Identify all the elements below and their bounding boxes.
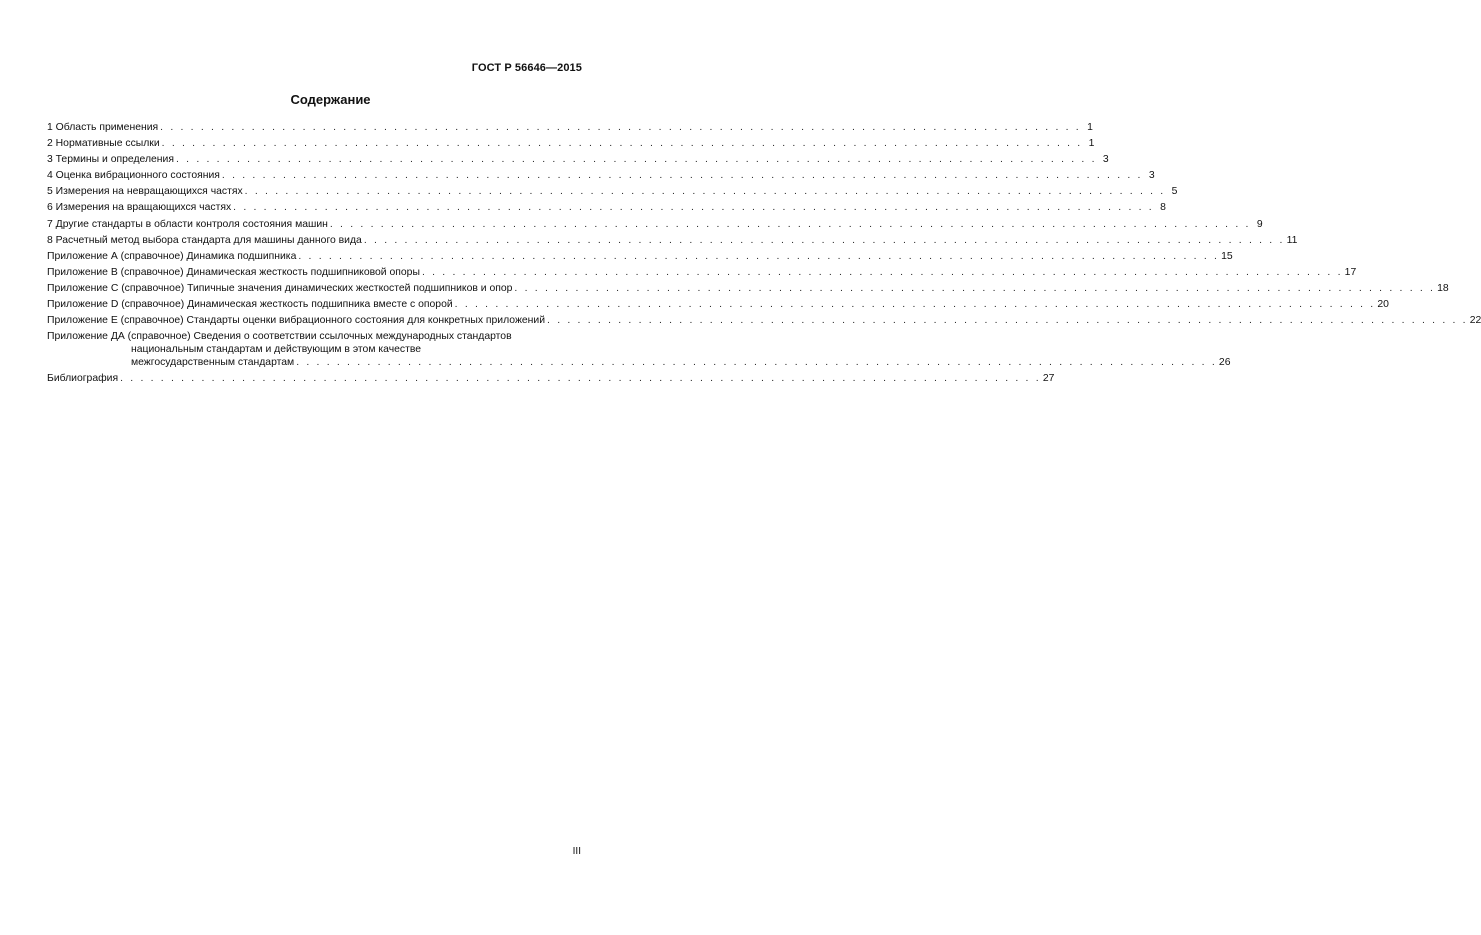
toc-entry-page: 3 <box>1102 154 1109 166</box>
dot-leader: . . . . . . . . . . . . . . . . . . . . . . . . . . . . . . . . . . . . . . . . . . . . . . . . . . . . . . . . . . . . . . . . . . . . . . . . . . . . . . . . . . . . . . . . . . . <box>454 299 1376 311</box>
toc-entry-label: 5 Измерения на невращающихся частях <box>47 186 243 198</box>
dot-leader: . . . . . . . . . . . . . . . . . . . . . . . . . . . . . . . . . . . . . . . . . . . . . . . . . . . . . . . . . . . . . . . . . . . . . . . . . . . . . . . . . . . . . . . . . . . <box>329 218 1251 230</box>
toc-entry-label: Приложение Е (справочное) Стандарты оценки вибрационного состояния для конкретных приложений <box>47 315 546 327</box>
dot-leader: . . . . . . . . . . . . . . . . . . . . . . . . . . . . . . . . . . . . . . . . . . . . . . . . . . . . . . . . . . . . . . . . . . . . . . . . . . . . . . . . . . . . . . . . . . . <box>298 250 1220 262</box>
toc-entry-page: 9 <box>1256 218 1263 230</box>
standard-code: ГОСТ Р 56646—2015 <box>471 62 582 74</box>
toc-entry[interactable] <box>47 121 1093 134</box>
toc-entry-label: 4 Оценка вибрационного состояния <box>47 170 220 182</box>
toc-entry-label: Приложение А (справочное) Динамика подшипника <box>47 250 297 262</box>
toc-entry[interactable] <box>47 250 1233 263</box>
toc-entry-page: 20 <box>1377 299 1389 311</box>
toc-entry-label: межгосударственным стандартам <box>131 357 295 369</box>
dot-leader: . . . . . . . . . . . . . . . . . . . . . . . . . . . . . . . . . . . . . . . . . . . . . . . . . . . . . . . . . . . . . . . . . . . . . . . . . . . . . . . . . . . . . . . . . . . <box>296 357 1217 369</box>
toc-entry[interactable] <box>47 201 1166 214</box>
toc-entry-label: 3 Термины и определения <box>47 154 174 166</box>
toc-entry-page: 3 <box>1148 170 1155 182</box>
toc-entry[interactable] <box>47 314 1481 327</box>
toc-entry-page: 1 <box>1088 138 1095 150</box>
toc-entry-label: 2 Нормативные ссылки <box>47 138 160 150</box>
toc-entry[interactable] <box>47 169 1155 182</box>
table-of-contents <box>47 121 1481 388</box>
dot-leader: . . . . . . . . . . . . . . . . . . . . . . . . . . . . . . . . . . . . . . . . . . . . . . . . . . . . . . . . . . . . . . . . . . . . . . . . . . . . . . . . . . . . . . . . . . . <box>514 282 1436 294</box>
dot-leader: . . . . . . . . . . . . . . . . . . . . . . . . . . . . . . . . . . . . . . . . . . . . . . . . . . . . . . . . . . . . . . . . . . . . . . . . . . . . . . . . . . . . . . . . . . . <box>160 122 1081 133</box>
dot-leader: . . . . . . . . . . . . . . . . . . . . . . . . . . . . . . . . . . . . . . . . . . . . . . . . . . . . . . . . . . . . . . . . . . . . . . . . . . . . . . . . . . . . . . . . . . . <box>363 234 1285 246</box>
dot-leader: . . . . . . . . . . . . . . . . . . . . . . . . . . . . . . . . . . . . . . . . . . . . . . . . . . . . . . . . . . . . . . . . . . . . . . . . . . . . . . . . . . . . . . . . . . . <box>175 154 1097 166</box>
toc-entry-page: 22 <box>1469 315 1481 327</box>
dot-leader: . . . . . . . . . . . . . . . . . . . . . . . . . . . . . . . . . . . . . . . . . . . . . . . . . . . . . . . . . . . . . . . . . . . . . . . . . . . . . . . . . . . . . . . . . . . <box>161 138 1083 150</box>
toc-entry-label-line2: национальным стандартам и действующим в этом качестве <box>131 344 422 356</box>
toc-entry[interactable] <box>47 185 1178 198</box>
dot-leader: . . . . . . . . . . . . . . . . . . . . . . . . . . . . . . . . . . . . . . . . . . . . . . . . . . . . . . . . . . . . . . . . . . . . . . . . . . . . . . . . . . . . . . . . . . . <box>421 266 1343 278</box>
toc-entry[interactable] <box>47 137 1095 150</box>
toc-entry[interactable] <box>47 266 1357 279</box>
toc-entry-label: Приложение В (справочное) Динамическая жесткость подшипниковой опоры <box>47 266 420 278</box>
toc-entry-page: 8 <box>1160 202 1166 214</box>
toc-entry[interactable] <box>47 218 1263 231</box>
toc-entry-page: 5 <box>1171 186 1178 198</box>
dot-leader: . . . . . . . . . . . . . . . . . . . . . . . . . . . . . . . . . . . . . . . . . . . . . . . . . . . . . . . . . . . . . . . . . . . . . . . . . . . . . . . . . . . . . . . . . . . <box>120 373 1041 385</box>
toc-entry[interactable] <box>47 298 1389 311</box>
toc-entry-label-line1: Приложение ДА (справочное) Сведения о соответствии ссылочных международных стандартов <box>47 331 512 343</box>
toc-entry-label: Приложение D (справочное) Динамическая жесткость подшипника вместе с опорой <box>47 299 453 311</box>
toc-title: Содержание <box>290 92 371 107</box>
toc-entry-label: 1 Область применения <box>47 122 159 133</box>
toc-entry-annex-da[interactable] <box>47 330 1231 369</box>
toc-entry[interactable] <box>47 153 1109 166</box>
toc-entry[interactable] <box>47 234 1298 247</box>
page-number: III <box>572 846 581 857</box>
toc-entry-label: Библиография <box>47 373 119 385</box>
toc-entry-page: 11 <box>1286 234 1298 246</box>
dot-leader: . . . . . . . . . . . . . . . . . . . . . . . . . . . . . . . . . . . . . . . . . . . . . . . . . . . . . . . . . . . . . . . . . . . . . . . . . . . . . . . . . . . . . . . . . . . <box>221 170 1143 182</box>
dot-leader: . . . . . . . . . . . . . . . . . . . . . . . . . . . . . . . . . . . . . . . . . . . . . . . . . . . . . . . . . . . . . . . . . . . . . . . . . . . . . . . . . . . . . . . . . . . <box>547 315 1468 327</box>
toc-entry-page: 15 <box>1221 250 1233 262</box>
dot-leader: . . . . . . . . . . . . . . . . . . . . . . . . . . . . . . . . . . . . . . . . . . . . . . . . . . . . . . . . . . . . . . . . . . . . . . . . . . . . . . . . . . . . . . . . . . . <box>233 202 1154 214</box>
toc-entry-label: Приложение С (справочное) Типичные значения динамических жесткостей подшипников и опор <box>47 282 513 294</box>
toc-entry-page: 1 <box>1087 122 1093 133</box>
toc-entry[interactable] <box>47 356 1231 369</box>
toc-entry[interactable] <box>47 282 1449 295</box>
toc-entry-page: 26 <box>1218 357 1231 369</box>
toc-entry-label: 8 Расчетный метод выбора стандарта для машины данного вида <box>47 234 362 246</box>
toc-entry-page: 18 <box>1437 282 1449 294</box>
toc-entry-page: 17 <box>1344 266 1357 278</box>
toc-entry[interactable] <box>47 372 1055 385</box>
dot-leader: . . . . . . . . . . . . . . . . . . . . . . . . . . . . . . . . . . . . . . . . . . . . . . . . . . . . . . . . . . . . . . . . . . . . . . . . . . . . . . . . . . . . . . . . . . . <box>244 186 1166 198</box>
toc-entry-label: 7 Другие стандарты в области контроля состояния машин <box>47 218 328 230</box>
toc-entry-label: 6 Измерения на вращающихся частях <box>47 202 232 214</box>
toc-entry-page: 27 <box>1042 373 1055 385</box>
